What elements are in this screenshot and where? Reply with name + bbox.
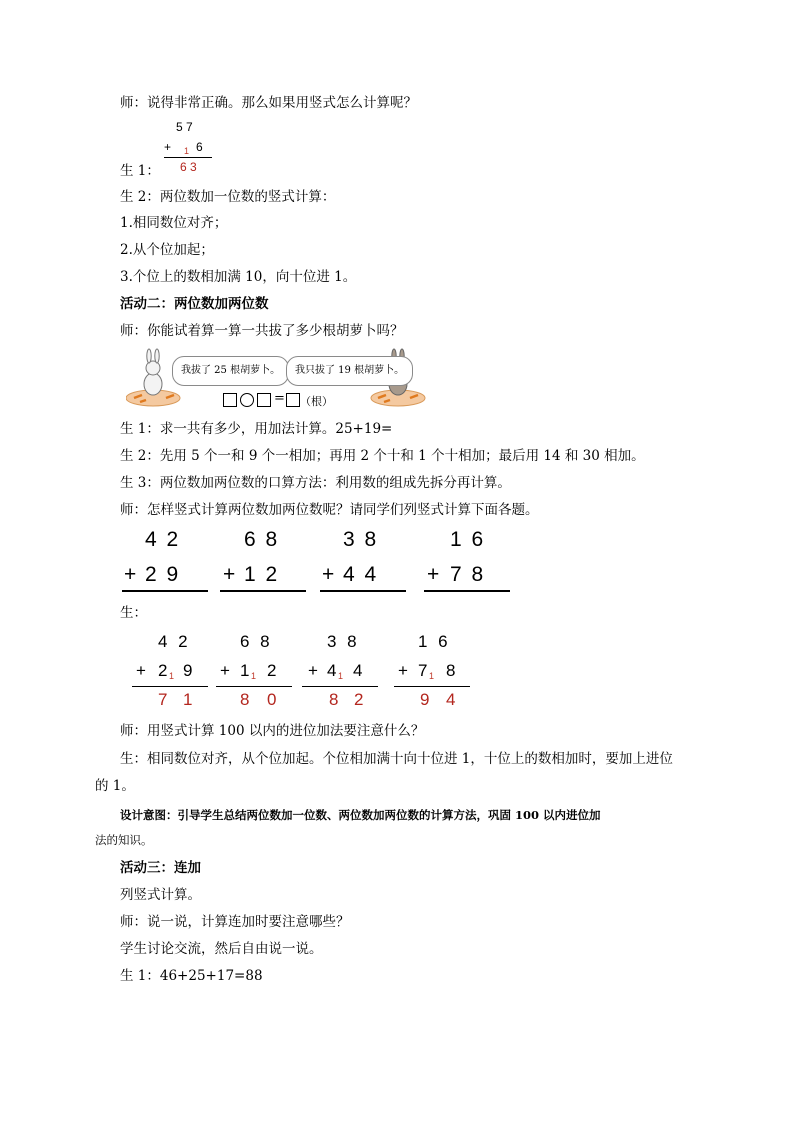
- solved-4-carry: 1: [429, 671, 435, 681]
- solved-1-result-tens: 7: [158, 690, 168, 709]
- exercise-4-bottom: 7 8: [450, 563, 486, 586]
- student2-text: 生 2：两位数加一位数的竖式计算：: [120, 189, 336, 205]
- teacher-question-chain: 师：说一说，计算连加时要注意哪些？: [120, 914, 350, 930]
- solved-4-op: +: [398, 661, 408, 680]
- solved-2-rule: [216, 686, 292, 687]
- solved-2-top: 6 8: [240, 632, 273, 651]
- solved-2-op: +: [220, 661, 230, 680]
- solved-2-ones: 2: [267, 661, 277, 680]
- solved-3-result-tens: 8: [329, 690, 339, 709]
- example-carry: 1: [184, 146, 190, 156]
- solved-2-tens: 1: [240, 661, 250, 680]
- exercise-4-top: 1 6: [450, 528, 486, 551]
- student1-label: 生 1：: [120, 163, 160, 179]
- example-top: 5 7: [176, 120, 193, 134]
- exercise-1-rule: [122, 590, 208, 592]
- activity3-heading: 活动三：连加: [120, 860, 201, 876]
- solved-1-carry: 1: [169, 671, 175, 681]
- exercise-2-op: +: [223, 563, 236, 586]
- example-result: 6 3: [180, 160, 197, 174]
- solved-4-result-tens: 9: [420, 690, 430, 709]
- example-rule: [164, 157, 212, 158]
- rule-2: 2.从个位加起；: [120, 242, 214, 258]
- speech-bubble-left: 我拔了 25 根胡萝卜。: [172, 356, 289, 386]
- student1-answer: 生 1：求一共有多少，用加法计算。25+19=: [120, 421, 393, 437]
- exercise-3-top: 3 8: [343, 528, 379, 551]
- teacher-question-vertical: 师：说得非常正确。那么如果用竖式怎么计算呢？: [120, 95, 417, 111]
- solved-2-carry: 1: [251, 671, 257, 681]
- student2-answer: 生 2：先用 5 个一和 9 个一相加；再用 2 个十和 1 个十相加；最后用 14 和 30 相加。: [120, 448, 645, 464]
- design-intent-line2: 法的知识。: [95, 833, 153, 847]
- solved-2-result-ones: 0: [267, 690, 277, 709]
- unit-label: （根）: [300, 395, 333, 408]
- solved-3-ones: 4: [353, 661, 363, 680]
- exercise-2-top: 6 8: [244, 528, 280, 551]
- solved-3-carry: 1: [338, 671, 344, 681]
- solved-1-op: +: [136, 661, 146, 680]
- blank-box-2: [257, 393, 271, 407]
- student-summary-line1: 生：相同数位对齐，从个位加起。个位相加满十向十位进 1，十位上的数相加时，要加上进位: [120, 751, 673, 767]
- example-bottom: 6: [196, 140, 203, 154]
- exercise-2-bottom: 1 2: [244, 563, 280, 586]
- solved-3-rule: [302, 686, 378, 687]
- blank-operator-circle: [240, 393, 254, 407]
- exercise-3-bottom: 4 4: [343, 563, 379, 586]
- students-discuss: 学生讨论交流，然后自由说一说。: [120, 941, 323, 957]
- solved-3-top: 3 8: [327, 632, 360, 651]
- exercise-4-op: +: [427, 563, 440, 586]
- solved-3-op: +: [308, 661, 318, 680]
- exercise-1-bottom: 2 9: [145, 563, 181, 586]
- vertical-calc-instruction: 列竖式计算。: [120, 887, 201, 903]
- solved-1-rule: [132, 686, 208, 687]
- exercise-1-top: 4 2: [145, 528, 181, 551]
- blank-box-3: [286, 393, 300, 407]
- student3-answer: 生 3：两位数加两位数的口算方法：利用数的组成先拆分再计算。: [120, 475, 511, 491]
- solved-1-ones: 9: [183, 661, 193, 680]
- exercise-2-rule: [220, 590, 306, 592]
- exercise-1-op: +: [124, 563, 137, 586]
- solved-4-rule: [394, 686, 470, 687]
- exercise-3-op: +: [322, 563, 335, 586]
- student-summary-line2: 的 1。: [95, 778, 135, 794]
- activity2-heading: 活动二：两位数加两位数: [120, 296, 269, 312]
- solved-4-ones: 8: [446, 661, 456, 680]
- solved-2-result-tens: 8: [240, 690, 250, 709]
- equals-sign: =: [274, 391, 285, 406]
- exercise-4-rule: [424, 590, 510, 592]
- solved-1-result-ones: 1: [183, 690, 193, 709]
- teacher-question-exercises: 师：怎样竖式计算两位数加两位数呢？请同学们列竖式计算下面各题。: [120, 502, 539, 518]
- rule-3: 3.个位上的数相加满 10，向十位进 1。: [120, 269, 357, 285]
- solved-1-tens: 2: [158, 661, 168, 680]
- student1-chain-answer: 生 1：46+25+17=88: [120, 968, 263, 984]
- example-op: +: [164, 140, 172, 154]
- solved-4-top: 1 6: [418, 632, 451, 651]
- rabbit-illustration: [126, 348, 426, 410]
- solved-3-tens: 4: [327, 661, 337, 680]
- solved-3-result-ones: 2: [354, 690, 364, 709]
- rule-1: 1.相同数位对齐；: [120, 215, 228, 231]
- exercise-3-rule: [320, 590, 406, 592]
- speech-bubble-right: 我只拔了 19 根胡萝卜。: [286, 356, 413, 386]
- teacher-question-notes: 师：用竖式计算 100 以内的进位加法要注意什么？: [120, 723, 425, 739]
- blank-box-1: [223, 393, 237, 407]
- solved-4-tens: 7: [418, 661, 428, 680]
- solved-1-top: 4 2: [158, 632, 191, 651]
- teacher-question-carrots: 师：你能试着算一算一共拔了多少根胡萝卜吗？: [120, 323, 404, 339]
- student-label: 生：: [120, 605, 147, 621]
- solved-4-result-ones: 4: [446, 690, 456, 709]
- design-intent-line1: 设计意图：引导学生总结两位数加一位数、两位数加两位数的计算方法，巩固 100 以内进位加: [120, 808, 601, 822]
